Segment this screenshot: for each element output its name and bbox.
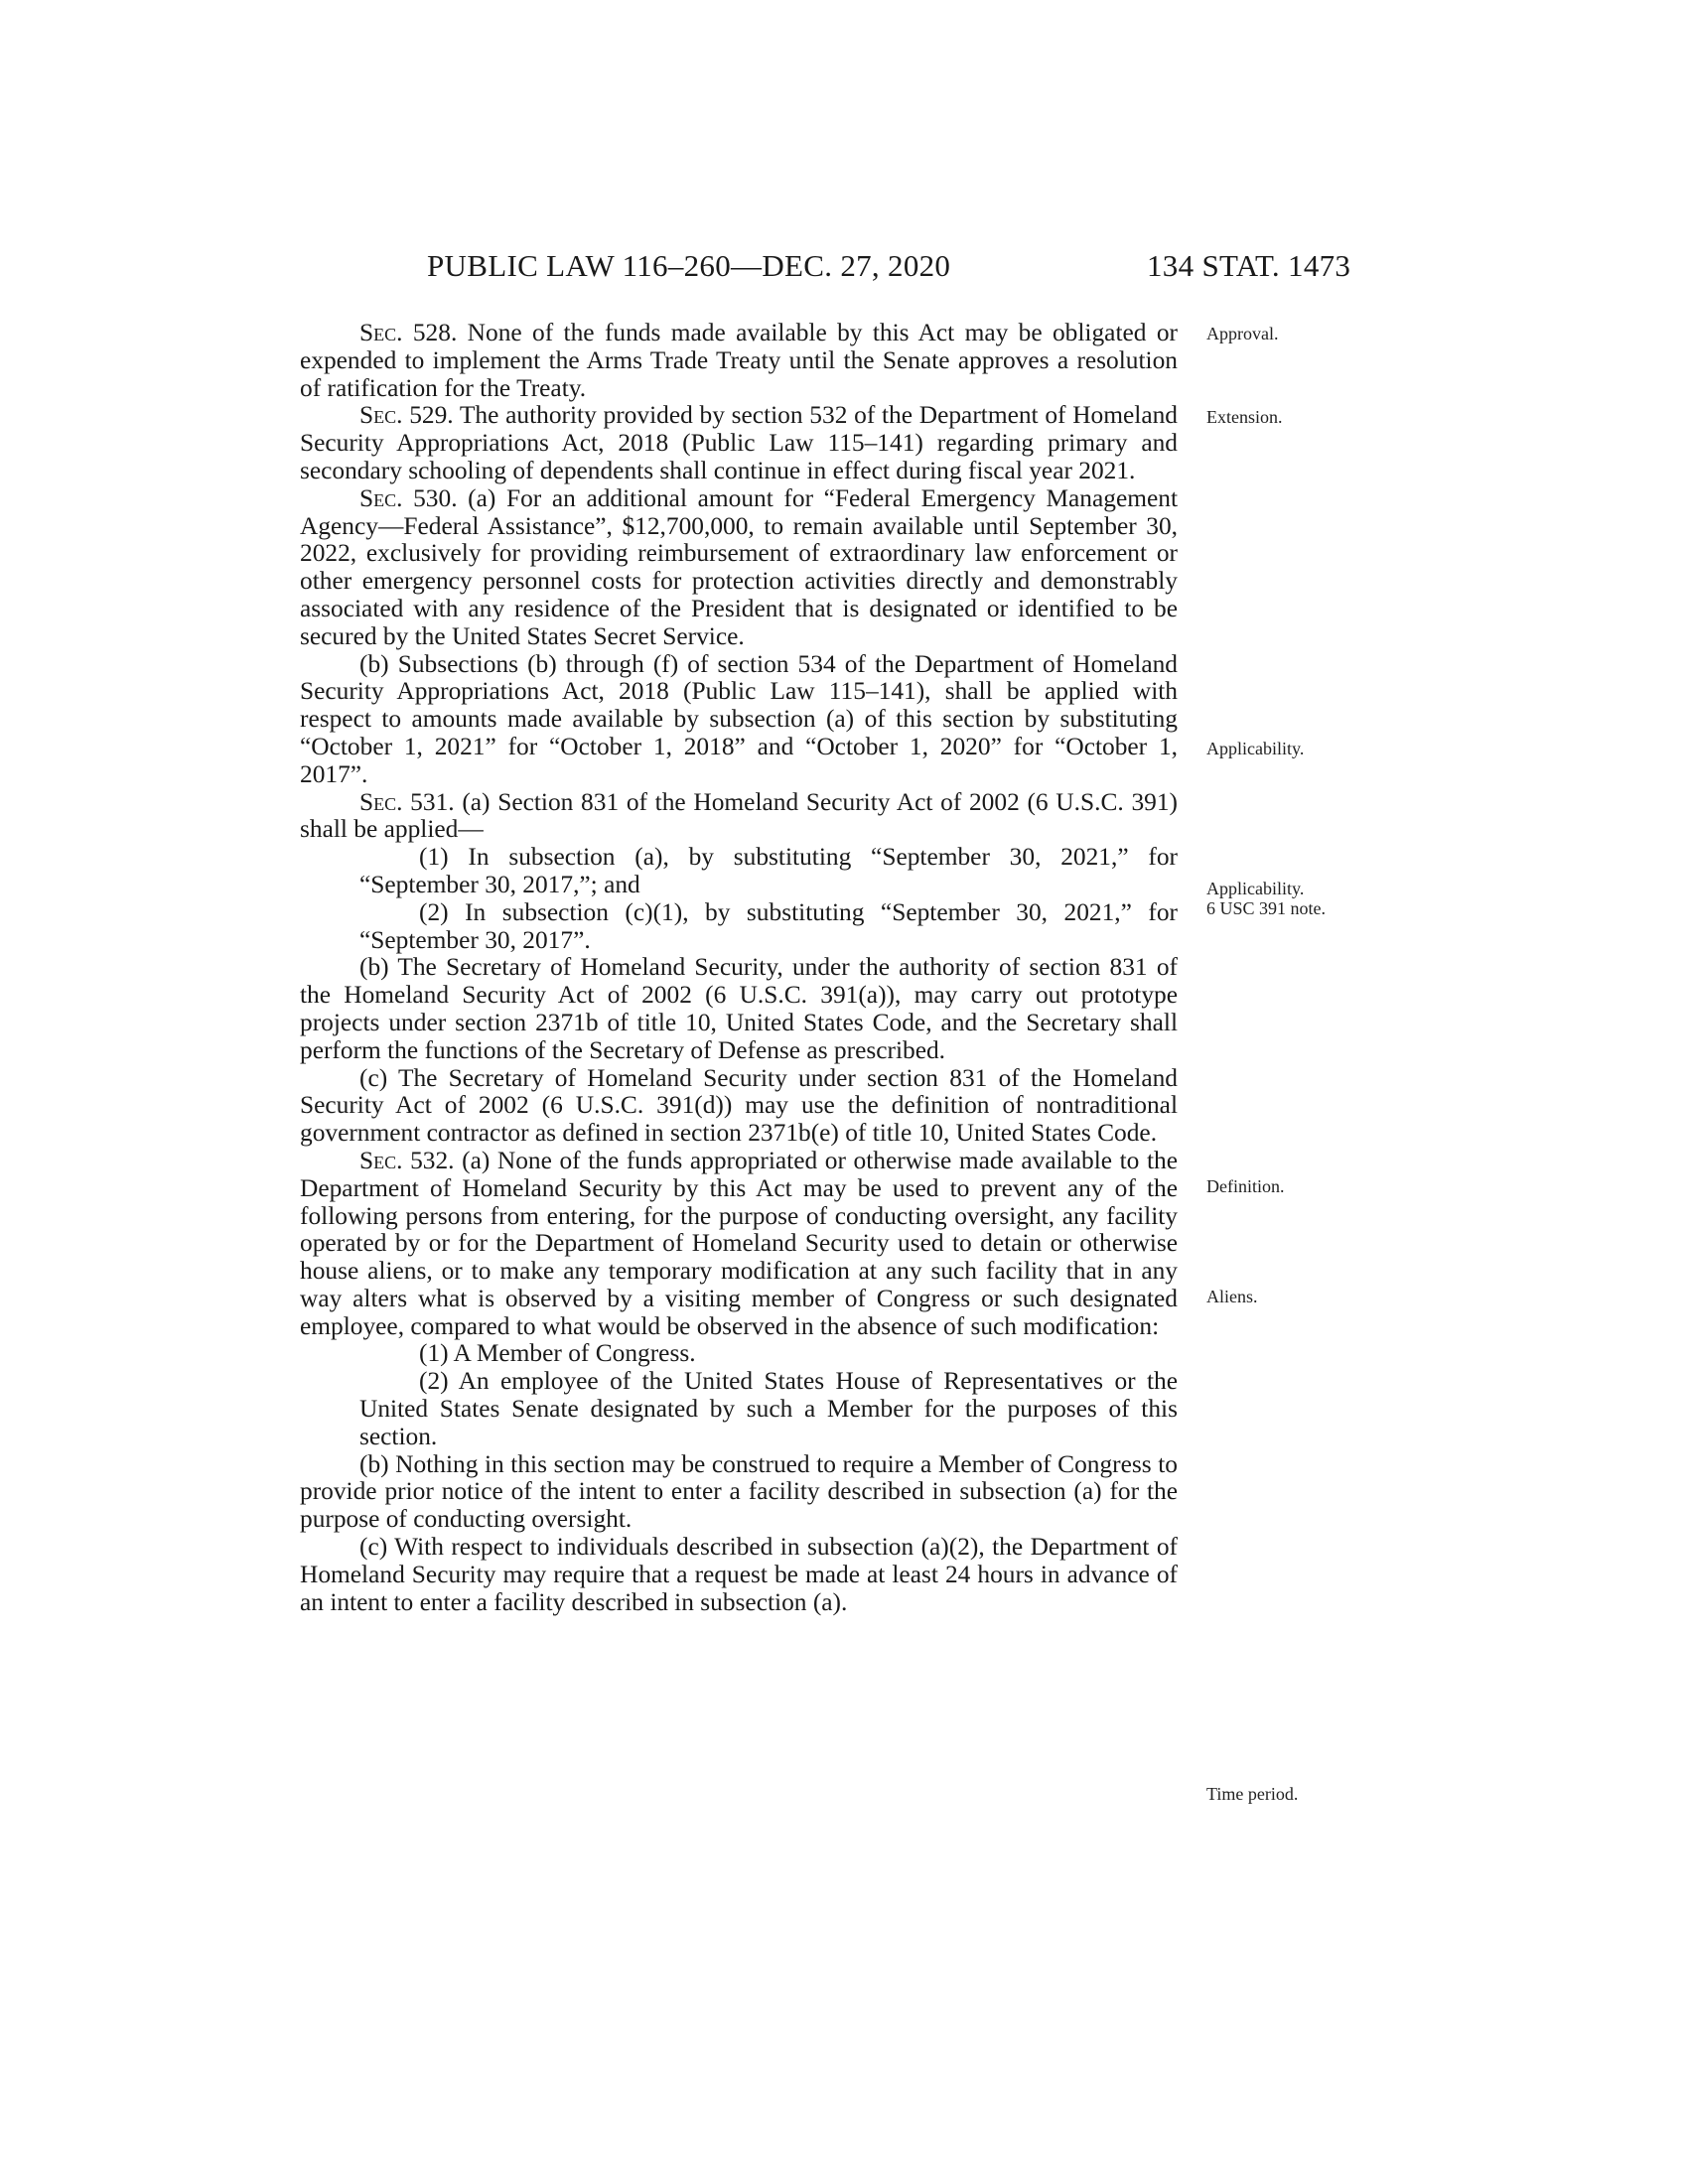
running-header-title: PUBLIC LAW 116–260—DEC. 27, 2020	[427, 248, 951, 283]
section-532-a-1: (1) A Member of Congress.	[419, 1339, 696, 1368]
section-text: 531. (a) Section 831 of the Homeland Security Act of 2002 (6 U.S.C. 391) shall be applied—	[300, 787, 1178, 844]
section-text: 530. (a) For an additional amount for “Federal Emergency Management Agency—Federal Assistance”, $12,700,000, to remain available until September 30, 2022, exclusively for providing reimbursement of extraordinary law enforcement or other emergency personnel costs for protection activities directly and demonstrably associated with any residence of the President that is designated or identified to be secured by the United States Secret Service.	[300, 483, 1178, 650]
running-header-stat-page: 134 STAT. 1473	[1147, 248, 1351, 283]
section-531-a-1: (1) In subsection (a), by substituting “September 30, 2021,” for “September 30, 2017,”; and	[359, 843, 1178, 898]
section-532-a-2: (2) An employee of the United States House of Representatives or the United States Senate designated by such a Member for the purposes of this section.	[359, 1367, 1178, 1450]
section-531-a	[300, 789, 1178, 845]
margin-note-time-period: Time period.	[1206, 1784, 1299, 1804]
section-531-b: (b) The Secretary of Homeland Security, under the authority of section 831 of the Homeland Security Act of 2002 (6 U.S.C. 391(a)), may carry out prototype projects under section 2371b of title 10, United States Code, and the Secretary shall perform the functions of the Secretary of Defense as prescribed.	[300, 953, 1178, 1064]
section-text: 532. (a) None of the funds appropriated or otherwise made available to the Department of Homeland Security by this Act may be used to prevent any of the following persons from entering, for the purpose of conducting oversight, any facility operated by or for the Department of Homeland Security used to detain or otherwise house aliens, or to make any temporary modification at any such facility that in any way alters what is observed by a visiting member of Congress or such designated employee, compared to what would be observed in the absence of such modification:	[300, 1146, 1178, 1340]
section-label: Sec.	[359, 483, 403, 512]
margin-note-aliens: Aliens.	[1206, 1287, 1258, 1306]
margin-note-definition: Definition.	[1206, 1176, 1285, 1196]
section-529	[300, 402, 1178, 484]
margin-note-applicability-label: Applicability.	[1206, 879, 1305, 898]
section-text: 528. None of the funds made available by this Act may be obligated or expended to implement the Arms Trade Treaty until the Senate approves a resolution of ratification for the Treaty.	[300, 319, 1178, 402]
section-528	[300, 320, 1178, 402]
section-text: 529. The authority provided by section 532 of the Department of Homeland Security Appropriations Act, 2018 (Public Law 115–141) regarding primary and secondary schooling of dependents shall continue in effect during fiscal year 2021.	[300, 401, 1178, 484]
section-532-b: (b) Nothing in this section may be construed to require a Member of Congress to provide prior notice of the intent to enter a facility described in subsection (a) for the purpose of conducting oversight.	[300, 1449, 1178, 1534]
margin-note-applicability: Applicability.	[1206, 739, 1305, 758]
section-531-c: (c) The Secretary of Homeland Security under section 831 of the Homeland Security Act of 2002 (6 U.S.C. 391(d)) may use the definition of nontraditional government contractor as defined in section 2371b(e) of title 10, United States Code.	[300, 1063, 1178, 1148]
margin-note-applicability-531	[1206, 879, 1326, 918]
section-532-c: (c) With respect to individuals described in subsection (a)(2), the Department of Homeland Security may require that a request be made at least 24 hours in advance of an intent to enter a facility described in subsection (a).	[300, 1533, 1178, 1616]
section-530-b: (b) Subsections (b) through (f) of section 534 of the Department of Homeland Security Appropriations Act, 2018 (Public Law 115–141), shall be applied with respect to amounts made available by subsection (a) of this section by substituting “October 1, 2021” for “October 1, 2018” and “October 1, 2020” for “October 1, 2017”.	[300, 649, 1178, 788]
margin-note-approval: Approval.	[1206, 324, 1279, 343]
body-text	[300, 320, 1178, 1616]
section-532-a	[300, 1148, 1178, 1341]
section-label: Sec.	[359, 319, 403, 346]
section-label: Sec.	[359, 1146, 403, 1174]
section-530-a	[300, 485, 1178, 651]
section-label: Sec.	[359, 787, 403, 816]
section-label: Sec.	[359, 401, 403, 430]
margin-note-usc-reference: 6 USC 391 note.	[1206, 898, 1327, 918]
section-531-a-2: (2) In subsection (c)(1), by substituting “September 30, 2021,” for “September 30, 2017”.	[359, 897, 1178, 954]
margin-note-extension: Extension.	[1206, 407, 1283, 427]
